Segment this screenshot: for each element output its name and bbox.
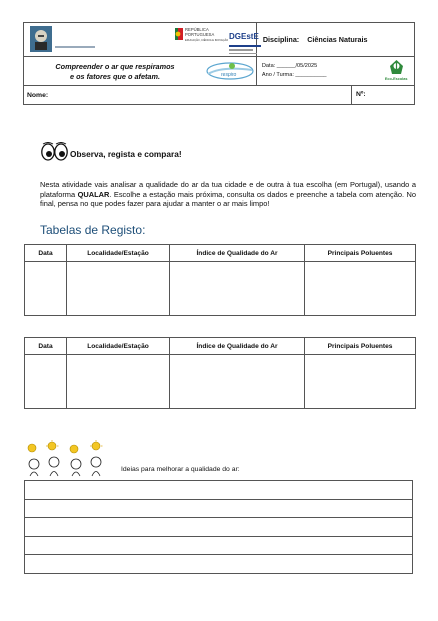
class-label: Ano / Turma: __________ <box>261 72 327 78</box>
ideas-line-5[interactable] <box>25 555 413 574</box>
ideas-line-3[interactable] <box>25 518 413 537</box>
dgeste-label: DGEstE <box>229 32 259 41</box>
column-header-date: Data <box>25 338 67 355</box>
location-input-cell[interactable] <box>67 262 170 316</box>
subject-value: Ciências Naturais <box>307 35 368 44</box>
intro-text-part2: . Escolhe a estação mais próxima, consulta os dados e preenche a tabela com atenção. No final, pensa no que podes fazer para ajudar a manter o ar mais limpo! <box>40 189 416 209</box>
header-table <box>23 22 415 105</box>
ideas-label: Ideias para melhorar a qualidade do ar: <box>121 466 240 473</box>
theme-cell <box>24 57 257 86</box>
activity-intro <box>40 180 416 209</box>
column-header-location: Localidade/Estação <box>67 338 170 355</box>
number-divider <box>351 85 352 104</box>
kids-lightbulb-icon <box>24 440 110 478</box>
ministry-logo-text <box>185 28 228 44</box>
ideas-line-2[interactable] <box>25 499 413 518</box>
column-header-air-quality-index: Índice de Qualidade do Ar <box>170 245 305 262</box>
date-class-cell <box>256 57 414 86</box>
pollutants-input-cell[interactable] <box>305 262 416 316</box>
subject-label: Disciplina: <box>262 35 300 44</box>
column-header-pollutants: Principais Poluentes <box>305 245 416 262</box>
school-name-line <box>55 46 95 48</box>
air-quality-input-cell[interactable] <box>170 355 305 409</box>
theme-line1: Compreender o ar que respiramos <box>55 62 175 71</box>
theme-text <box>30 62 200 81</box>
ministry-line1: REPÚBLICA <box>185 27 209 32</box>
eco-escolas-logo-text: Eco-Escolas <box>384 77 408 81</box>
ideas-line-4[interactable] <box>25 536 413 555</box>
ministry-line3: EDUCAÇÃO, CIÊNCIA E INOVAÇÃO <box>185 39 229 43</box>
respiro-logo-icon <box>204 60 256 82</box>
table-row <box>25 262 416 316</box>
eco-escolas-logo-icon <box>388 59 405 75</box>
activity-heading: Observa, regista e compara! <box>70 149 182 159</box>
dgeste-logo <box>229 26 261 54</box>
intro-text-part1: Nesta atividade vais analisar a qualidade do ar da tua cidade e de outra à tua escolha (em Portugal), usando a plataforma <box>40 180 416 199</box>
theme-line2: e os fatores que o afetam. <box>69 71 161 81</box>
number-label: Nº: <box>356 91 366 98</box>
tables-title: Tabelas de Registo: <box>40 223 146 237</box>
date-input-cell[interactable] <box>25 355 67 409</box>
name-row <box>24 86 415 105</box>
date-label: Data: ______/05/2025 <box>261 63 318 69</box>
republic-flag-icon <box>175 28 183 40</box>
logos-cell <box>24 23 257 57</box>
qualar-platform-name: QUALAR <box>77 189 110 199</box>
school-emblem-icon <box>30 26 52 52</box>
table-row <box>25 355 416 409</box>
pollutants-input-cell[interactable] <box>305 355 416 409</box>
record-table-2 <box>24 337 416 409</box>
date-input-cell[interactable] <box>25 262 67 316</box>
name-label: Nome: <box>27 91 49 99</box>
ministry-line2: PORTUGUESA <box>185 31 215 37</box>
location-input-cell[interactable] <box>67 355 170 409</box>
air-quality-input-cell[interactable] <box>170 262 305 316</box>
ideas-lines <box>24 480 413 574</box>
record-table-1 <box>24 244 416 316</box>
column-header-location: Localidade/Estação <box>67 245 170 262</box>
eyes-icon <box>41 142 69 162</box>
column-header-pollutants: Principais Poluentes <box>305 338 416 355</box>
column-header-date: Data <box>25 245 67 262</box>
subject-cell <box>256 23 414 57</box>
ideas-line-1[interactable] <box>25 481 413 500</box>
respiro-logo-text: respiro <box>221 72 237 78</box>
column-header-air-quality-index: Índice de Qualidade do Ar <box>170 338 305 355</box>
